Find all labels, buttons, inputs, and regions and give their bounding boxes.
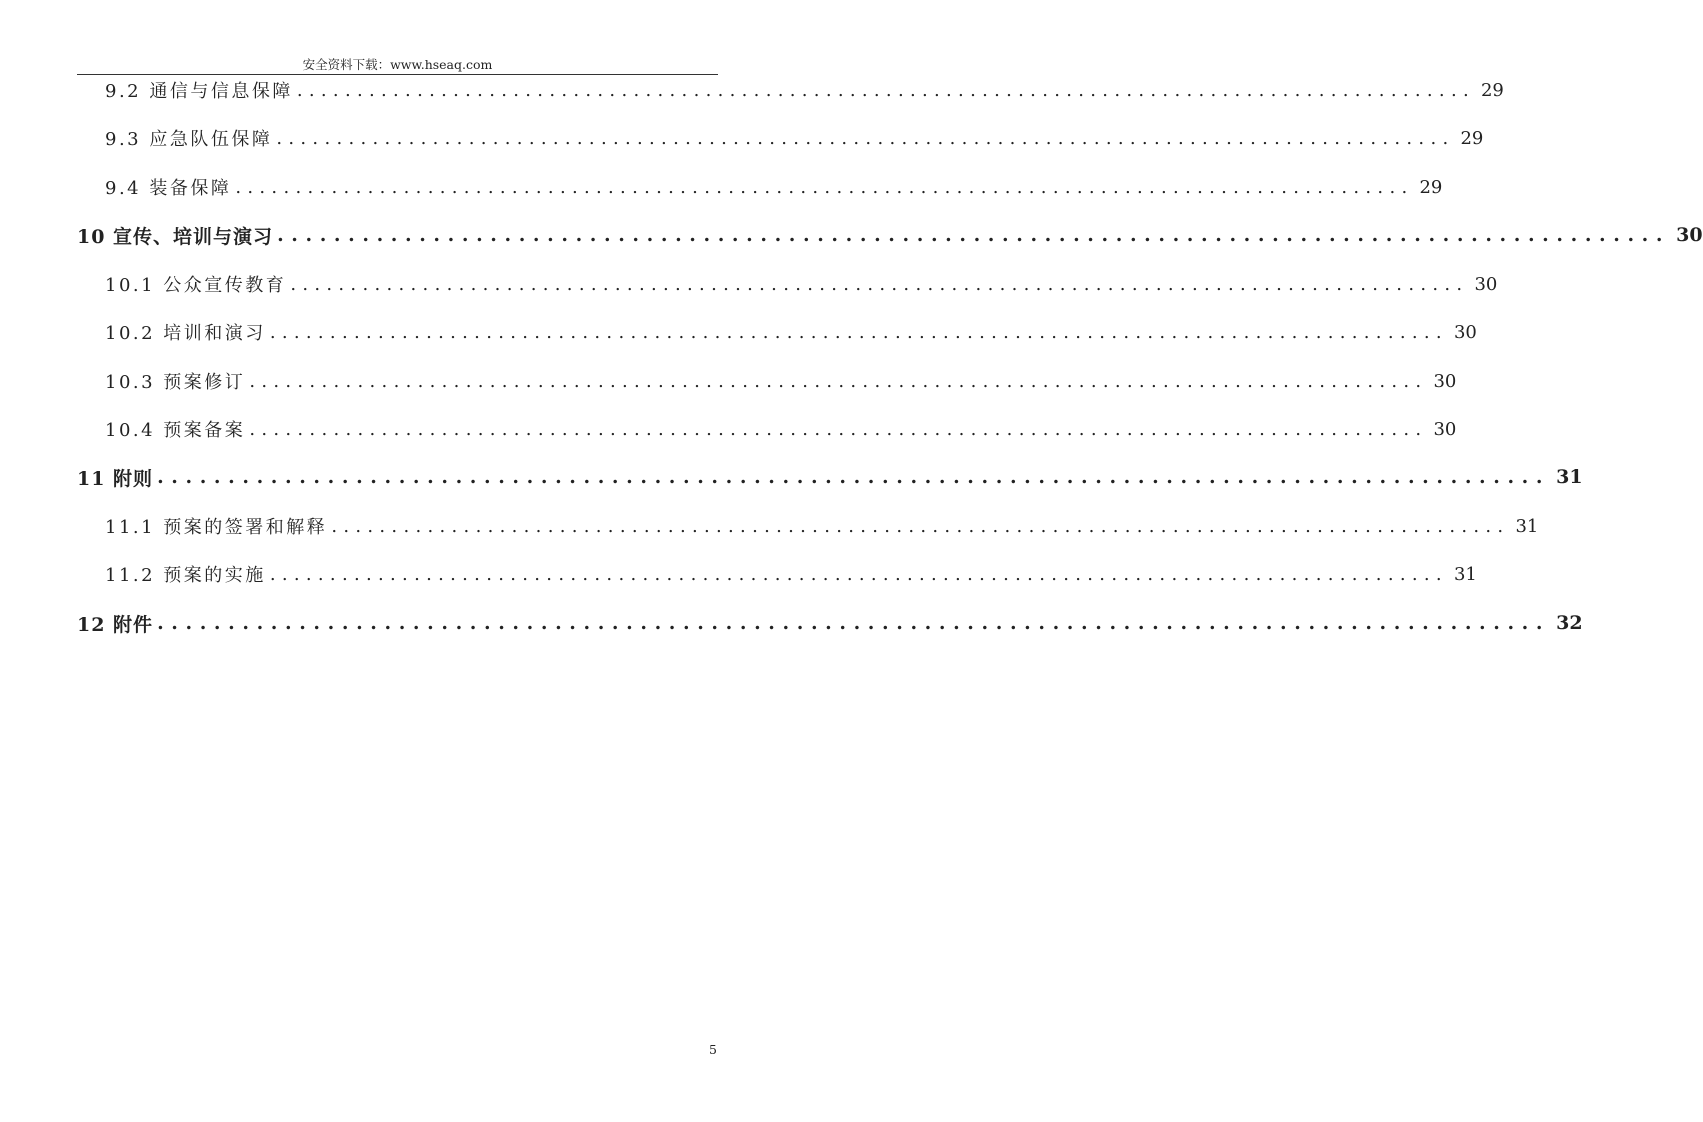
toc-entry[interactable]: [77, 416, 1457, 442]
header-divider: [77, 74, 718, 75]
toc-entry-title: 9.2 通信与信息保障: [105, 81, 293, 102]
toc-leader-dots: ..................................................................................................: [269, 563, 1448, 585]
toc-entry-page: 31: [1556, 466, 1583, 488]
toc-leader-dots: ..................................................................................................: [235, 176, 1414, 198]
toc-entry-page: 30: [1453, 321, 1477, 343]
toc-entry-page: 30: [1474, 273, 1498, 295]
toc-entry-page: 31: [1453, 563, 1477, 585]
toc-entry-page: 30: [1433, 418, 1457, 440]
toc-leader-dots: ..................................................................................................: [249, 370, 1428, 392]
toc-leader-dots: ..................................................................................................: [276, 127, 1455, 149]
toc-leader-dots: ..................................................................................................: [331, 515, 1510, 537]
toc-leader-dots: ..................................................................................................: [249, 418, 1428, 440]
page-number: 5: [709, 1042, 717, 1057]
toc-entry[interactable]: [77, 174, 1443, 200]
toc-entry-title: 10.3 预案修订: [105, 372, 246, 393]
toc-leader-dots: ..................................................................................................: [157, 612, 1551, 634]
toc-entry-title: 9.4 装备保障: [105, 178, 232, 199]
toc-leader-dots: ..................................................................................................: [157, 466, 1551, 488]
toc-entry-page: 29: [1419, 176, 1443, 198]
toc-entry-title: 9.3 应急队伍保障: [105, 129, 273, 150]
toc-entry[interactable]: [77, 77, 1504, 103]
toc-entry-page: 29: [1460, 127, 1484, 149]
toc-leader-dots: ..................................................................................................: [296, 79, 1475, 101]
toc-entry[interactable]: [77, 513, 1539, 539]
toc-entry[interactable]: [77, 464, 1583, 490]
toc-entry[interactable]: [77, 610, 1583, 636]
toc-entry-title: 10 宣传、培训与演习: [77, 225, 274, 248]
toc-entry-page: 31: [1515, 515, 1539, 537]
toc-entry-title: 10.4 预案备案: [105, 420, 246, 441]
toc-leader-dots: ..................................................................................................: [290, 273, 1469, 295]
toc-entry-page: 32: [1556, 612, 1583, 634]
toc-entry[interactable]: [77, 271, 1498, 297]
toc-entry[interactable]: [77, 222, 1703, 248]
toc-entry-title: 12 附件: [77, 613, 154, 636]
toc-entry[interactable]: [77, 125, 1484, 151]
toc-leader-dots: ..................................................................................................: [277, 224, 1671, 246]
toc-entry[interactable]: [77, 368, 1457, 394]
toc-entry-title: 10.2 培训和演习: [105, 323, 266, 344]
page-header: 安全资料下载：www.hseaq.com: [302, 57, 493, 72]
toc-entry-title: 10.1 公众宣传教育: [105, 275, 287, 296]
toc-entry-title: 11 附则: [77, 467, 154, 490]
toc-entry-page: 29: [1480, 79, 1504, 101]
toc-entry[interactable]: [77, 319, 1477, 345]
toc-entry[interactable]: [77, 561, 1477, 587]
toc-entry-title: 11.2 预案的实施: [105, 565, 266, 586]
toc-entry-page: 30: [1433, 370, 1457, 392]
toc-leader-dots: ..................................................................................................: [269, 321, 1448, 343]
toc-entry-title: 11.1 预案的签署和解释: [105, 517, 328, 538]
toc-entry-page: 30: [1676, 224, 1703, 246]
